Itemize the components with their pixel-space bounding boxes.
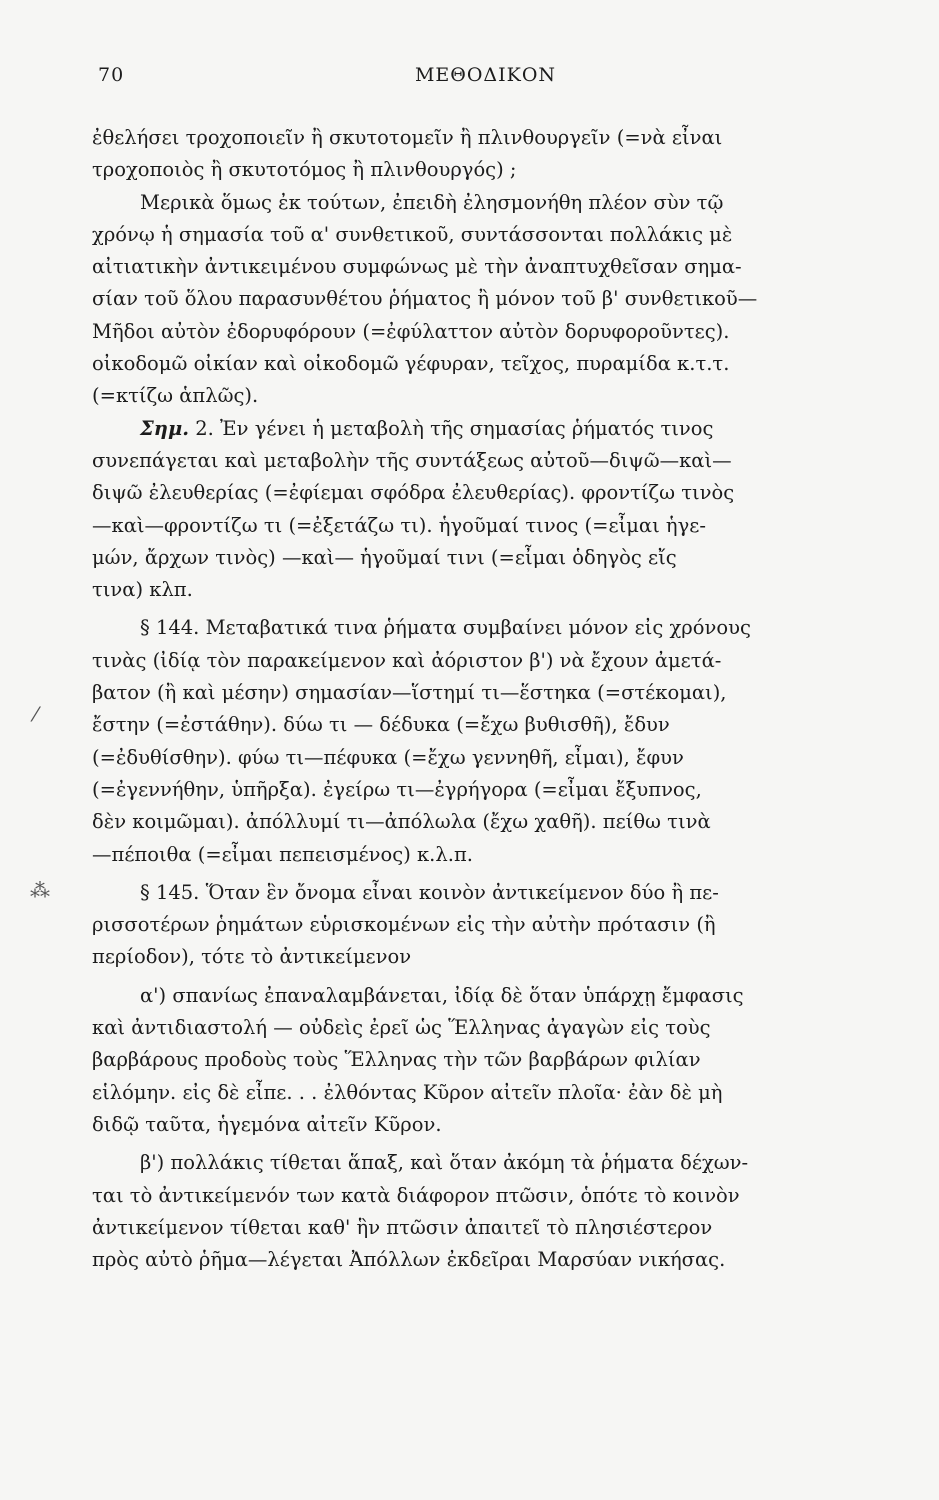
paragraph [92, 980, 879, 1141]
text-line: Μῆδοι αὐτὸν ἐδορυφόρουν (=ἐφύλαττον αὐτὸν δορυφοροῦντες). [92, 319, 730, 343]
paragraph [92, 413, 879, 607]
text-line: διψῶ ἐλευθερίας (=ἐφίεμαι σφόδρα ἐλευθερίας). φροντίζω τινὸς [92, 481, 735, 505]
line-text: 2. Ἐν γένει ἡ μεταβολὴ τῆς σημασίας ῥήματός τινος [195, 416, 714, 440]
page-number: 70 [98, 64, 125, 86]
text-line: ἔστην (=ἐστάθην). δύω τι — δέδυκα (=ἔχω βυθισθῆ), ἔδυν [92, 713, 670, 737]
text-line: τινα) κλπ. [92, 578, 193, 602]
text-line: χρόνῳ ἡ σημασία τοῦ α' συνθετικοῦ, συντάσσονται πολλάκις μὲ [92, 222, 733, 246]
note-label: Σημ. [140, 416, 190, 440]
text-line: πρὸς αὐτὸ ῥῆμα—λέγεται Ἀπόλλων ἐκδεῖραι Μαρσύαν νικήσας. [92, 1248, 726, 1272]
paragraph [92, 1147, 879, 1276]
text-line: ἐθελήσει τροχοποιεῖν ἢ σκυτοτομεῖν ἢ πλινθουργεῖν (=νὰ εἶναι [92, 126, 723, 149]
paragraph [92, 187, 879, 413]
paragraph [92, 877, 879, 974]
text-line: Μερικὰ ὅμως ἐκ τούτων, ἐπειδὴ ἐλησμονήθη πλέον σὺν τῷ [140, 190, 724, 214]
text-line: βατον (ἢ καὶ μέσην) σημασίαν—ἵστημί τι—ἕστηκα (=στέκομαι), [92, 681, 727, 705]
margin-pencil-mark: ⁂ [30, 878, 50, 902]
text-line: μών, ἄρχων τινὸς) —καὶ— ἡγοῦμαί τινι (=εἶμαι ὁδηγὸς εἴς [92, 545, 677, 569]
text-line: (=κτίζω ἁπλῶς). [92, 384, 259, 408]
text-line: ρισσοτέρων ῥημάτων εὑρισκομένων εἰς τὴν αὐτὴν πρότασιν (ἢ [92, 913, 716, 937]
text-line [92, 413, 879, 445]
text-line: οἰκοδομῶ οἰκίαν καὶ οἰκοδομῶ γέφυραν, τεῖχος, πυραμίδα κ.τ.τ. [92, 352, 730, 376]
text-line: συνεπάγεται καὶ μεταβολὴν τῆς συντάξεως αὐτοῦ—διψῶ—καὶ— [92, 448, 732, 472]
text-line: σίαν τοῦ ὅλου παρασυνθέτου ῥήματος ἢ μόνον τοῦ β' συνθετικοῦ— [92, 287, 758, 311]
text-line: διδῷ ταῦτα, ἡγεμόνα αἰτεῖν Κῦρον. [92, 1112, 442, 1136]
text-line: καὶ ἀντιδιαστολή — οὐδεὶς ἐρεῖ ὡς Ἕλληνας ἀγαγὼν εἰς τοὺς [92, 1016, 711, 1040]
paragraph [92, 612, 879, 870]
page-header [92, 58, 879, 98]
text-line: (=ἐγεννήθην, ὑπῆρξα). ἐγείρω τι—ἐγρήγορα (=εἶμαι ἔξυπνος, [92, 777, 702, 801]
text-line: βαρβάρους προδοὺς τοὺς Ἕλληνας τὴν τῶν βαρβάρων φιλίαν [92, 1048, 701, 1072]
text-line: (=ἐδυθίσθην). φύω τι—πέφυκα (=ἔχω γεννηθῆ, εἶμαι), ἔφυν [92, 745, 684, 769]
text-line: αἰτιατικὴν ἀντικειμένου συμφώνως μὲ τὴν ἀναπτυχθεῖσαν σημα- [92, 255, 742, 279]
text-line: —πέποιθα (=εἶμαι πεπεισμένος) κ.λ.π. [92, 842, 473, 866]
text-line: α') σπανίως ἐπαναλαμβάνεται, ἰδίᾳ δὲ ὅταν ὑπάρχῃ ἔμφασις [140, 983, 744, 1007]
text-line: δὲν κοιμῶμαι). ἀπόλλυμί τι—ἀπόλωλα (ἔχω χαθῆ). πείθω τινὰ [92, 810, 711, 834]
margin-pencil-mark: ⁄ [34, 702, 38, 726]
text-line: ἀντικείμενον τίθεται καθ' ἣν πτῶσιν ἀπαιτεῖ τὸ πλησιέστερον [92, 1215, 713, 1239]
text-line: τινὰς (ἰδίᾳ τὸν παρακείμενον καὶ ἀόριστον β') νὰ ἔχουν ἀμετά- [92, 648, 722, 672]
running-title: ΜΕΘΟΔΙΚΟΝ [414, 64, 557, 86]
text-line: —καὶ—φροντίζω τι (=ἐξετάζω τι). ἡγοῦμαί τινος (=εἶμαι ἡγε- [92, 513, 706, 537]
text-line: β') πολλάκις τίθεται ἅπαξ, καὶ ὅταν ἀκόμη τὰ ῥήματα δέχων- [140, 1151, 749, 1175]
text-line: τροχοποιὸς ἢ σκυτοτόμος ἢ πλινθουργός) ; [92, 158, 517, 182]
text-line: εἱλόμην. εἰς δὲ εἶπε. . . ἐλθόντας Κῦρον αἰτεῖν πλοῖα· ἐὰν δὲ μὴ [92, 1080, 723, 1104]
text-line: § 145. Ὅταν ἓν ὄνομα εἶναι κοινὸν ἀντικείμενον δύο ἢ πε- [140, 880, 719, 904]
text-line: ται τὸ ἀντικείμενόν των κατὰ διάφορον πτῶσιν, ὁπότε τὸ κοινὸν [92, 1183, 740, 1207]
page-body [92, 122, 879, 1276]
text-line: § 144. Μεταβατικά τινα ῥήματα συμβαίνει μόνον εἰς χρόνους [140, 616, 751, 640]
paragraph [92, 122, 879, 187]
text-line: περίοδον), τότε τὸ ἀντικείμενον [92, 945, 412, 969]
